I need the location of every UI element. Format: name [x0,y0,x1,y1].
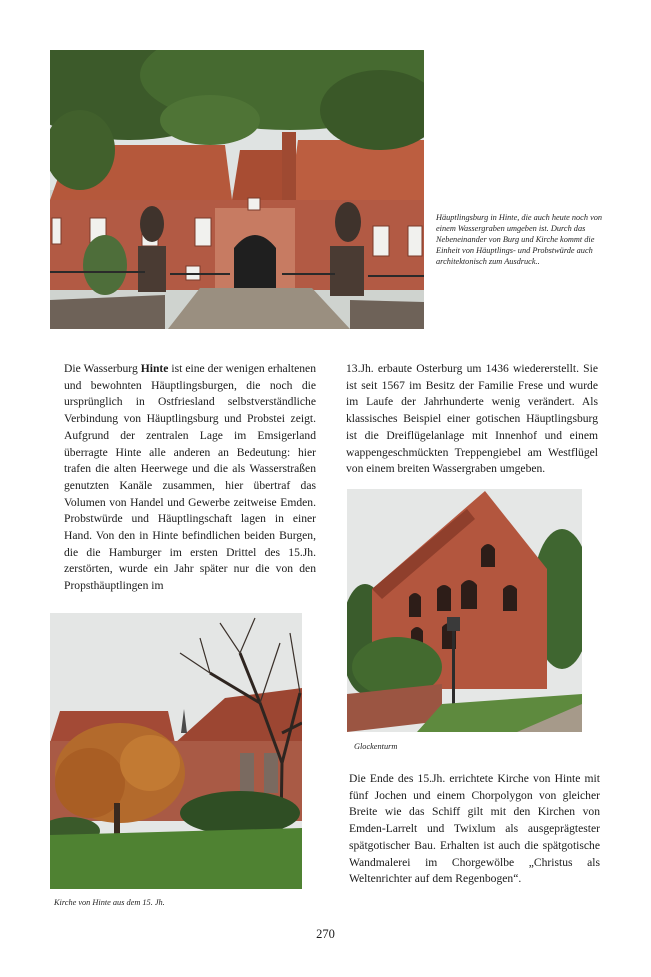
body-text-right-top: 13.Jh. erbaute Osterburg um 1436 wiedererstellt. Sie ist seit 1567 im Besitz der Familie Frese und wurde im Laufe der Jahrhunderte wenig verändert. Als klassisches Beispiel einer gotischen Häuptlingsburg ist die Dreiflügelanlage mit Innenhof und einem wappengeschmückten Treppengiebel am Westflügel von einem breiten Wassergraben umgeben. [346,362,598,476]
body-text-right-bottom: Die Ende des 15.Jh. errichtete Kirche von Hinte mit fünf Jochen und einem Chorpolygon von gleicher Breite wie das Schiff gilt mit den Kirchen von Emden-Larrelt und Twixlum als ausgeprägtester spätgotischer Bau. Erhalten ist auch die spätgotische Wandmalerei im Chorgewölbe „Christus als Weltenrichter auf dem Regenbogen“. [349,772,600,886]
body-text-left-main: ist eine der wenigen erhaltenen und bewohnten Häuptlingsburgen, die noch die ursprünglich in Ostfriesland selbstverständliche Verbindung von Häuptlingsburg und Probstei zeigt. Aufgrund der zentralen Lage im Emsigerland überragte Hinte alle anderen an Bedeutung: hier trafen die alten Heerwege und die als Wasserstraßen genutzten Kanäle zusammen, hier übertraf das Volumen von Handel und Gewerbe zeitweise Emden. Probstwürde und Häuptlingschaft lagen in einer Hand. Von den in Hinte befindlichen beiden Burgen, die die Hamburger im ersten Drittel des 15.Jh. zerstörten, wurde ein Jahr später nur die von den Propsthäuptlingen im [64,362,316,593]
body-text-left [64,361,316,595]
bell-tower-caption: Glockenturm [354,742,398,751]
castle-caption: Häuptlingsburg in Hinte, die auch heute noch von einem Wassergraben umgeben ist. Durch das Nebeneinander von Burg und Kirche kommt die Einheit von Häuptlings- und Probstwürde auch architektonisch zum Ausdruck.. [436,213,603,266]
church-caption: Kirche von Hinte aus dem 15. Jh. [54,898,165,907]
castle-photo [50,50,424,329]
bell-tower-photo [347,489,582,732]
place-name-hinte: Hinte [140,362,169,375]
church-photo [50,613,302,889]
body-text-left-intro: Die Wasserburg [64,362,141,375]
page-number: 270 [316,927,335,941]
